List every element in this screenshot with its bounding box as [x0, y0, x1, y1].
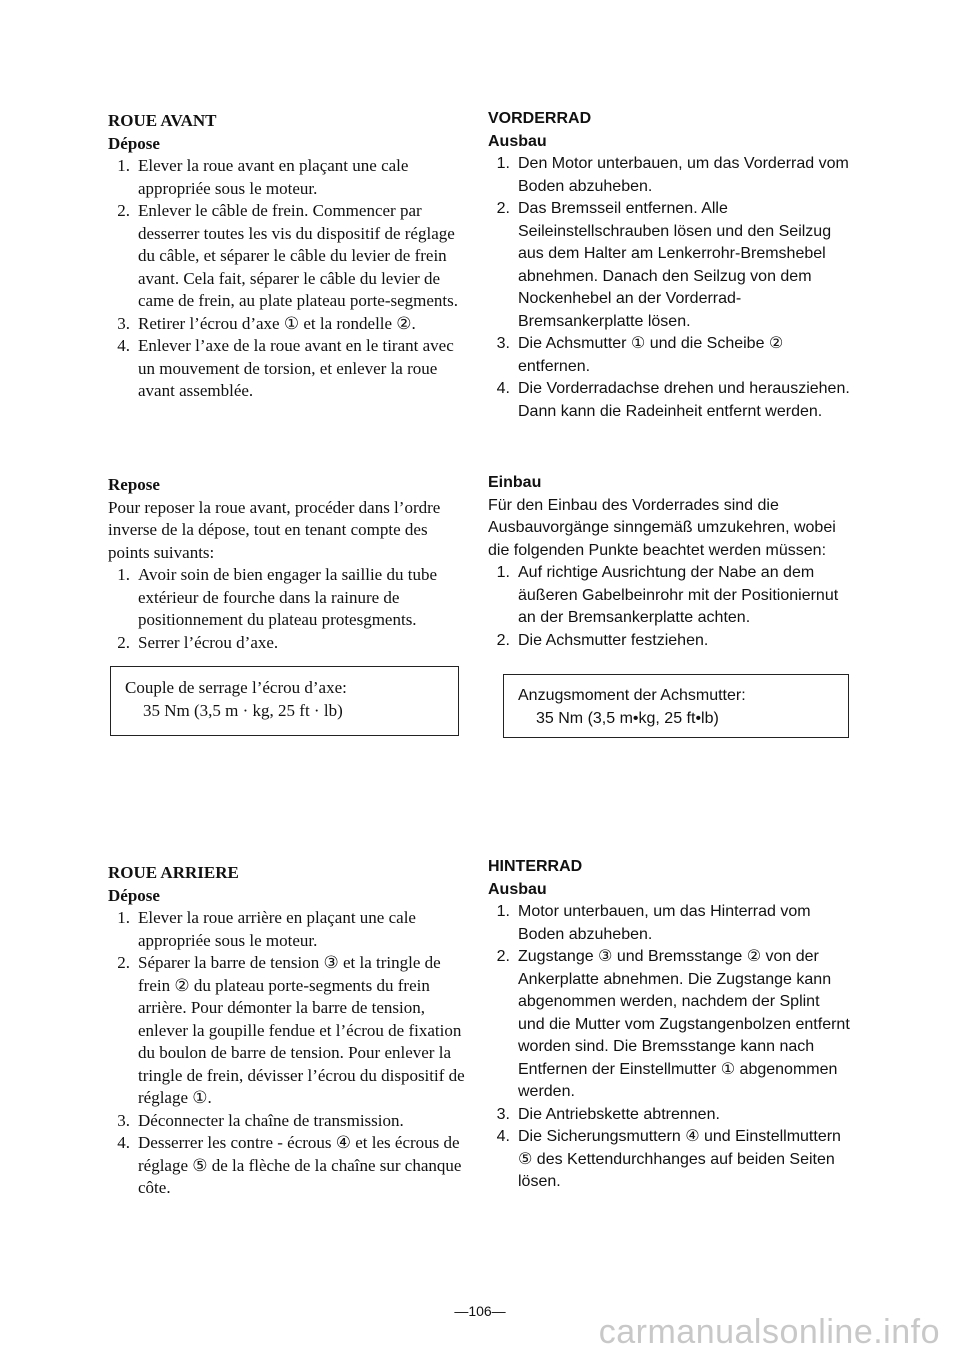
- torque-spec-box: [110, 666, 459, 736]
- fr-rear-section: [108, 862, 470, 1200]
- list-item: 1. Avoir soin de bien engager la saillie du tube extérieur de fourche dans la rainure de positionnement du plateau protesgments.: [117, 565, 437, 629]
- list-item: 2. Die Achsmutter festziehen.: [496, 631, 709, 649]
- list-item: 1. Motor unterbauen, um das Hinterrad vom Boden abzuheben.: [496, 903, 811, 943]
- list-item: 3. Die Achsmutter ① und die Scheibe ② entfernen.: [496, 335, 784, 375]
- install-steps: [108, 564, 470, 654]
- list-item: 2. Serrer l’écrou d’axe.: [117, 632, 279, 652]
- torque-value: 35 Nm (3,5 m · kg, 25 ft · lb): [143, 700, 343, 720]
- list-item: 2. Séparer la barre de tension ③ et la tringle de frein ② du plateau porte-segments du frein arrière. Pour démonter la barre de tension, enlever la goupille fendue et l’écrou de fixation du boulon de barre de tension. Pour enlever la tringle de frein, dévisser l’écrou du dispositif de réglage ①.: [117, 953, 465, 1107]
- list-item: 4. Enlever l’axe de la roue avant en le tirant avec un mouvement de torsion, et enlever la roue avant assemblée.: [117, 336, 454, 400]
- torque-label: Couple de serrage l’écrou d’axe:: [125, 678, 347, 697]
- section-title: ROUE AVANT: [108, 111, 217, 130]
- section-title: ROUE ARRIERE: [108, 863, 239, 882]
- list-item: 2. Das Bremsseil entfernen. Alle Seileinstellschrauben lösen und den Seilzug aus dem Halter am Lenkerrohr-Bremshebel abnehmen. Danach den Seilzug von dem Nockenhebel an der Vorderrad-Bremsankerplatte lösen.: [496, 200, 832, 330]
- install-steps: [488, 562, 850, 652]
- install-intro: Für den Einbau des Vorderrades sind die Ausbauvorgänge sinngemäß umzukehren, wobei die folgenden Punkte beachtet werden müssen:: [488, 496, 836, 559]
- list-item: 4. Die Sicherungsmuttern ④ und Einstellmuttern ⑤ des Kettendurchhanges auf beiden Seiten lösen.: [496, 1128, 841, 1190]
- fr-front-section: [108, 110, 470, 403]
- torque-spec-box: [503, 674, 849, 738]
- list-item: 1. Auf richtige Ausrichtung der Nabe an dem äußeren Gabelbeinrohr mit der Positioniernut an der Bremsankerplatte achten.: [496, 564, 839, 626]
- watermark: carmanualsonline.info: [598, 1313, 940, 1351]
- subsection-heading: Repose: [108, 475, 160, 494]
- list-item: 3. Retirer l’écrou d’axe ① et la rondelle ②.: [117, 313, 416, 333]
- list-item: 4. Die Vorderradachse drehen und herausziehen. Dann kann die Radeinheit entfernt werden.: [496, 380, 850, 420]
- list-item: 4. Desserrer les contre - écrous ④ et les écrous de réglage ⑤ de la flèche de la chaîne sur chanque côte.: [117, 1133, 462, 1197]
- removal-steps: [108, 907, 470, 1200]
- list-item: 1. Elever la roue arrière en plaçant une cale appropriée sous le moteur.: [117, 908, 416, 950]
- subsection-heading: Einbau: [488, 474, 542, 491]
- fr-front-install-section: [108, 474, 470, 654]
- torque-value: 35 Nm (3,5 m•kg, 25 ft•lb): [536, 709, 719, 727]
- list-item: 3. Die Antriebskette abtrennen.: [496, 1105, 720, 1123]
- removal-steps: [488, 153, 850, 423]
- torque-label: Anzugsmoment der Achsmutter:: [518, 687, 746, 704]
- subsection-heading: Dépose: [108, 133, 160, 153]
- list-item: 2. Enlever le câble de frein. Commencer par desserrer toutes les vis du dispositif de réglage du câble, et séparer le câble du levier de frein avant. Cela fait, séparer le câble du levier de came de frein, au plate plateau porte-segments.: [117, 201, 459, 310]
- page-number: —106—: [454, 1303, 506, 1319]
- section-title: VORDERRAD: [488, 110, 592, 127]
- subsection-heading: Ausbau: [488, 880, 547, 898]
- removal-steps: [108, 155, 470, 403]
- subsection-heading: Ausbau: [488, 132, 547, 150]
- de-rear-section: [488, 856, 850, 1194]
- de-front-install-section: [488, 472, 850, 652]
- removal-steps: [488, 901, 850, 1194]
- subsection-heading: Dépose: [108, 885, 160, 905]
- list-item: 1. Elever la roue avant en plaçant une cale appropriée sous le moteur.: [117, 156, 409, 198]
- install-intro: Pour reposer la roue avant, procéder dans l’ordre inverse de la dépose, tout en tenant compte des points suivants:: [108, 497, 441, 562]
- section-title: HINTERRAD: [488, 858, 583, 875]
- list-item: 3. Déconnecter la chaîne de transmission.: [117, 1110, 404, 1130]
- list-item: 2. Zugstange ③ und Bremsstange ② von der Ankerplatte abnehmen. Die Zugstange kann abgenommen werden, nachdem der Splint und die Mutter vom Zugstangenbolzen entfernt worden sind. Die Bremsstange kann nach Entfernen der Einstellmutter ① abgenommen werden.: [496, 948, 850, 1100]
- list-item: 1. Den Motor unterbauen, um das Vorderrad vom Boden abzuheben.: [496, 155, 849, 195]
- de-front-section: [488, 108, 850, 423]
